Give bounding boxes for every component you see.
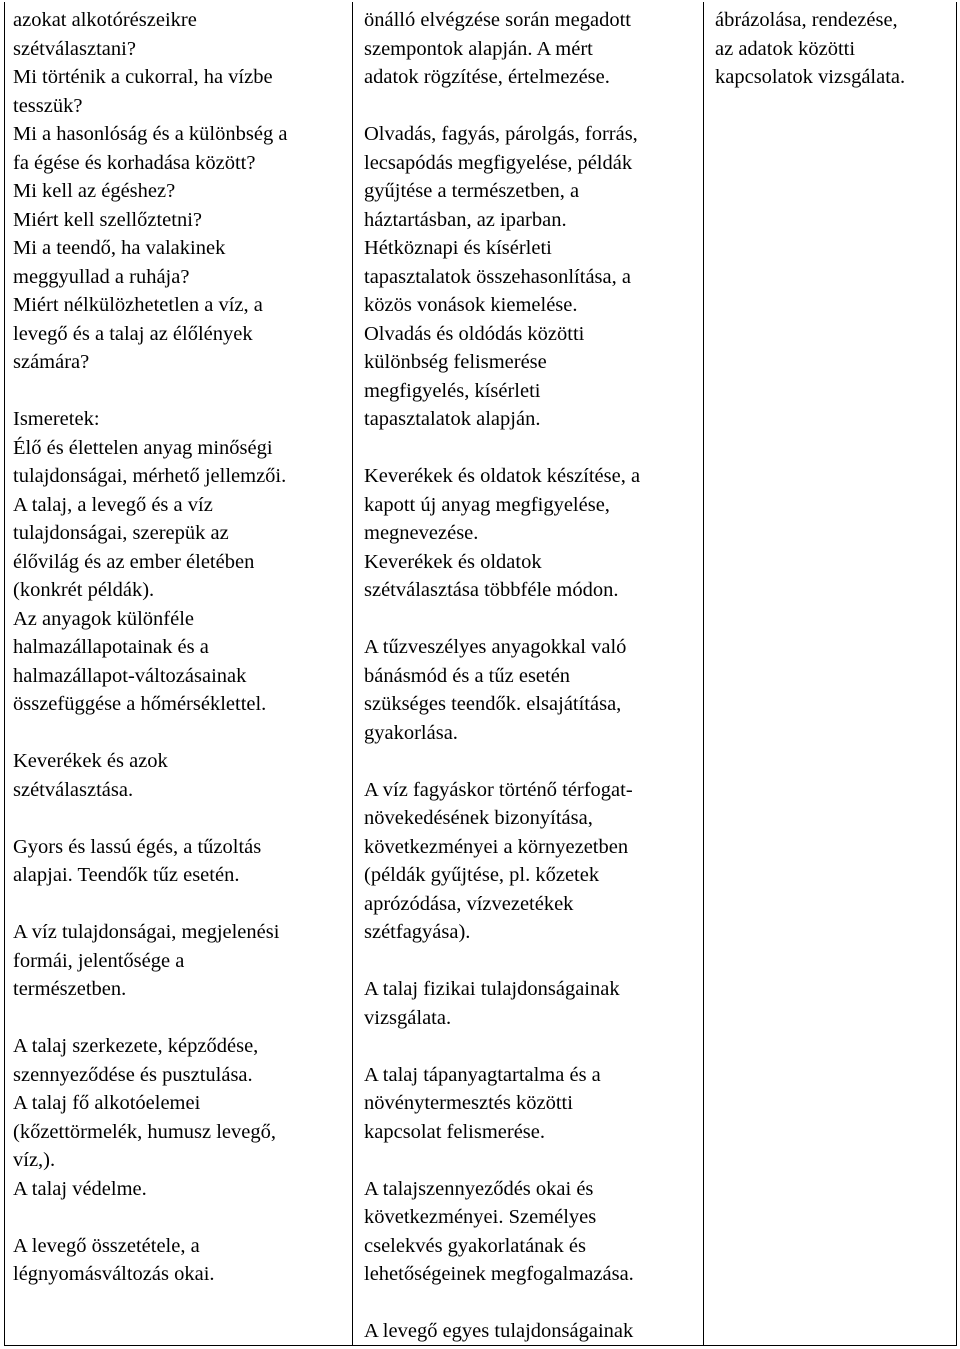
text-line: alapjai. Teendők tűz esetén. bbox=[13, 864, 240, 886]
text-line: kapcsolatok vizsgálata. bbox=[715, 66, 906, 88]
text-line: különbség felismerése bbox=[364, 351, 547, 373]
text-line: Mi történik a cukorral, ha vízbe bbox=[13, 66, 273, 88]
text-line: víz,). bbox=[13, 1149, 56, 1171]
text-line: élővilág és az ember életében bbox=[13, 550, 255, 573]
text-line: önálló elvégzése során megadott bbox=[364, 9, 631, 31]
column-divider bbox=[352, 2, 353, 1345]
text-line: megnevezése. bbox=[364, 522, 479, 544]
text-line: Miért nélkülözhetetlen a víz, a bbox=[13, 294, 263, 316]
text-line: A víz tulajdonságai, megjelenési bbox=[13, 921, 280, 943]
text-line: növénytermesztés közötti bbox=[364, 1092, 573, 1114]
text-line: A talaj fő alkotóelemei bbox=[13, 1092, 201, 1114]
text-line: cselekvés gyakorlatának és bbox=[364, 1234, 586, 1257]
text-line: tulajdonságai, mérhető jellemzői. bbox=[13, 465, 287, 487]
text-line: szempontok alapján. A mért bbox=[364, 37, 593, 60]
text-line: fa égése és korhadása között? bbox=[13, 151, 256, 174]
text-line: tapasztalatok alapján. bbox=[364, 408, 541, 430]
text-line: (kőzettörmelék, humusz levegő, bbox=[13, 1120, 276, 1143]
text-line: lehetőségeinek megfogalmazása. bbox=[364, 1263, 634, 1285]
soil-pollution-block bbox=[364, 1175, 700, 1289]
text-line: szétválasztása. bbox=[13, 778, 134, 801]
text-line: formái, jelentősége a bbox=[13, 949, 185, 972]
text-line: kapott új anyag megfigyelése, bbox=[364, 493, 610, 516]
air-block bbox=[13, 1232, 349, 1289]
text-line: számára? bbox=[13, 351, 90, 373]
text-line: szükséges teendők. elsajátítása, bbox=[364, 693, 622, 715]
text-line: gyakorlása. bbox=[364, 721, 458, 744]
mixtures-block bbox=[13, 747, 349, 804]
content-column bbox=[13, 6, 349, 1289]
text-line: szétfagyása). bbox=[364, 921, 471, 943]
text-line: kapcsolat felismerése. bbox=[364, 1120, 546, 1143]
text-line: ábrázolása, rendezése, bbox=[715, 9, 898, 31]
text-line: A víz fagyáskor történő térfogat- bbox=[364, 778, 633, 801]
combustion-block bbox=[13, 833, 349, 890]
curriculum-table bbox=[4, 2, 957, 1346]
text-line: Keverékek és azok bbox=[13, 750, 168, 772]
text-line: adatok rögzítése, értelmezése. bbox=[364, 66, 610, 88]
text-line: Keverékek és oldatok bbox=[364, 550, 542, 573]
text-line: Élő és élettelen anyag minőségi bbox=[13, 436, 273, 459]
activities-column bbox=[364, 6, 700, 1346]
text-line: az adatok közötti bbox=[715, 37, 856, 60]
text-line: (konkrét példák). bbox=[13, 579, 155, 601]
text-line: következményei a környezetben bbox=[364, 835, 629, 858]
text-line: levegő és a talaj az élőlények bbox=[13, 322, 253, 345]
text-line: lecsapódás megfigyelése, példák bbox=[364, 151, 633, 174]
text-line: Olvadás és oldódás közötti bbox=[364, 322, 585, 345]
text-line: A talaj, a levegő és a víz bbox=[13, 493, 213, 516]
water-block bbox=[13, 918, 349, 1004]
text-line: Mi kell az égéshez? bbox=[13, 180, 176, 202]
text-line: Olvadás, fagyás, párolgás, forrás, bbox=[364, 123, 638, 145]
air-properties-block bbox=[364, 1317, 700, 1346]
text-line: halmazállapot-változásainak bbox=[13, 664, 247, 687]
text-line: növekedésének bizonyítása, bbox=[364, 807, 593, 829]
text-line: megfigyelés, kísérleti bbox=[364, 379, 541, 402]
text-line: aprózódása, vízvezetékek bbox=[364, 892, 574, 915]
text-line: azokat alkotórészeikre bbox=[13, 9, 197, 31]
text-line: Ismeretek: bbox=[13, 408, 100, 430]
knowledge-block bbox=[13, 405, 349, 719]
text-line: Mi a teendő, ha valakinek bbox=[13, 237, 226, 259]
text-line: tulajdonságai, szerepük az bbox=[13, 522, 229, 544]
text-line: tapasztalatok összehasonlítása, a bbox=[364, 265, 631, 288]
text-line: A levegő összetétele, a bbox=[13, 1234, 200, 1257]
text-line: A levegő egyes tulajdonságainak bbox=[364, 1320, 634, 1342]
text-line: halmazállapotainak és a bbox=[13, 636, 209, 658]
fire-safety-block bbox=[364, 633, 700, 747]
text-line: Gyors és lassú égés, a tűzoltás bbox=[13, 835, 262, 858]
text-line: A talajszennyeződés okai és bbox=[364, 1177, 594, 1200]
solutions-block bbox=[364, 462, 700, 605]
text-line: bánásmód és a tűz esetén bbox=[364, 664, 571, 687]
soil-nutrients-block bbox=[364, 1061, 700, 1147]
text-line: Mi a hasonlóság és a különbség a bbox=[13, 123, 288, 145]
text-line: (példák gyűjtése, pl. kőzetek bbox=[364, 864, 600, 886]
freezing-block bbox=[364, 776, 700, 947]
text-line: gyűjtése a természetben, a bbox=[364, 180, 580, 202]
text-line: A talaj fizikai tulajdonságainak bbox=[364, 978, 620, 1000]
data-analysis-block bbox=[715, 6, 955, 92]
text-line: A talaj tápanyagtartalma és a bbox=[364, 1063, 601, 1086]
text-line: A tűzveszélyes anyagokkal való bbox=[364, 636, 627, 658]
development-column bbox=[715, 6, 955, 92]
text-line: légnyomásváltozás okai. bbox=[13, 1263, 215, 1285]
text-line: A talaj védelme. bbox=[13, 1177, 147, 1200]
text-line: tesszük? bbox=[13, 94, 83, 117]
text-line: Keverékek és oldatok készítése, a bbox=[364, 465, 641, 487]
soil-block bbox=[13, 1032, 349, 1203]
text-line: Hétköznapi és kísérleti bbox=[364, 237, 552, 259]
soil-physics-block bbox=[364, 975, 700, 1032]
measurement-block bbox=[364, 6, 700, 92]
text-line: közös vonások kiemelése. bbox=[364, 294, 578, 316]
text-line: szétválasztani? bbox=[13, 37, 136, 60]
text-line: háztartásban, az iparban. bbox=[364, 208, 567, 231]
column-divider bbox=[703, 2, 704, 1345]
text-line: Az anyagok különféle bbox=[13, 607, 195, 630]
text-line: természetben. bbox=[13, 978, 127, 1000]
text-line: Miért kell szellőztetni? bbox=[13, 208, 202, 231]
text-line: meggyullad a ruhája? bbox=[13, 265, 190, 288]
text-line: következményei. Személyes bbox=[364, 1206, 597, 1228]
text-line: összefüggése a hőmérséklettel. bbox=[13, 693, 267, 715]
text-line: vizsgálata. bbox=[364, 1006, 452, 1029]
phase-change-block bbox=[364, 120, 700, 434]
text-line: szétválasztása többféle módon. bbox=[364, 579, 619, 601]
questions-block bbox=[13, 6, 349, 377]
text-line: szennyeződése és pusztulása. bbox=[13, 1063, 253, 1086]
text-line: A talaj szerkezete, képződése, bbox=[13, 1035, 259, 1057]
